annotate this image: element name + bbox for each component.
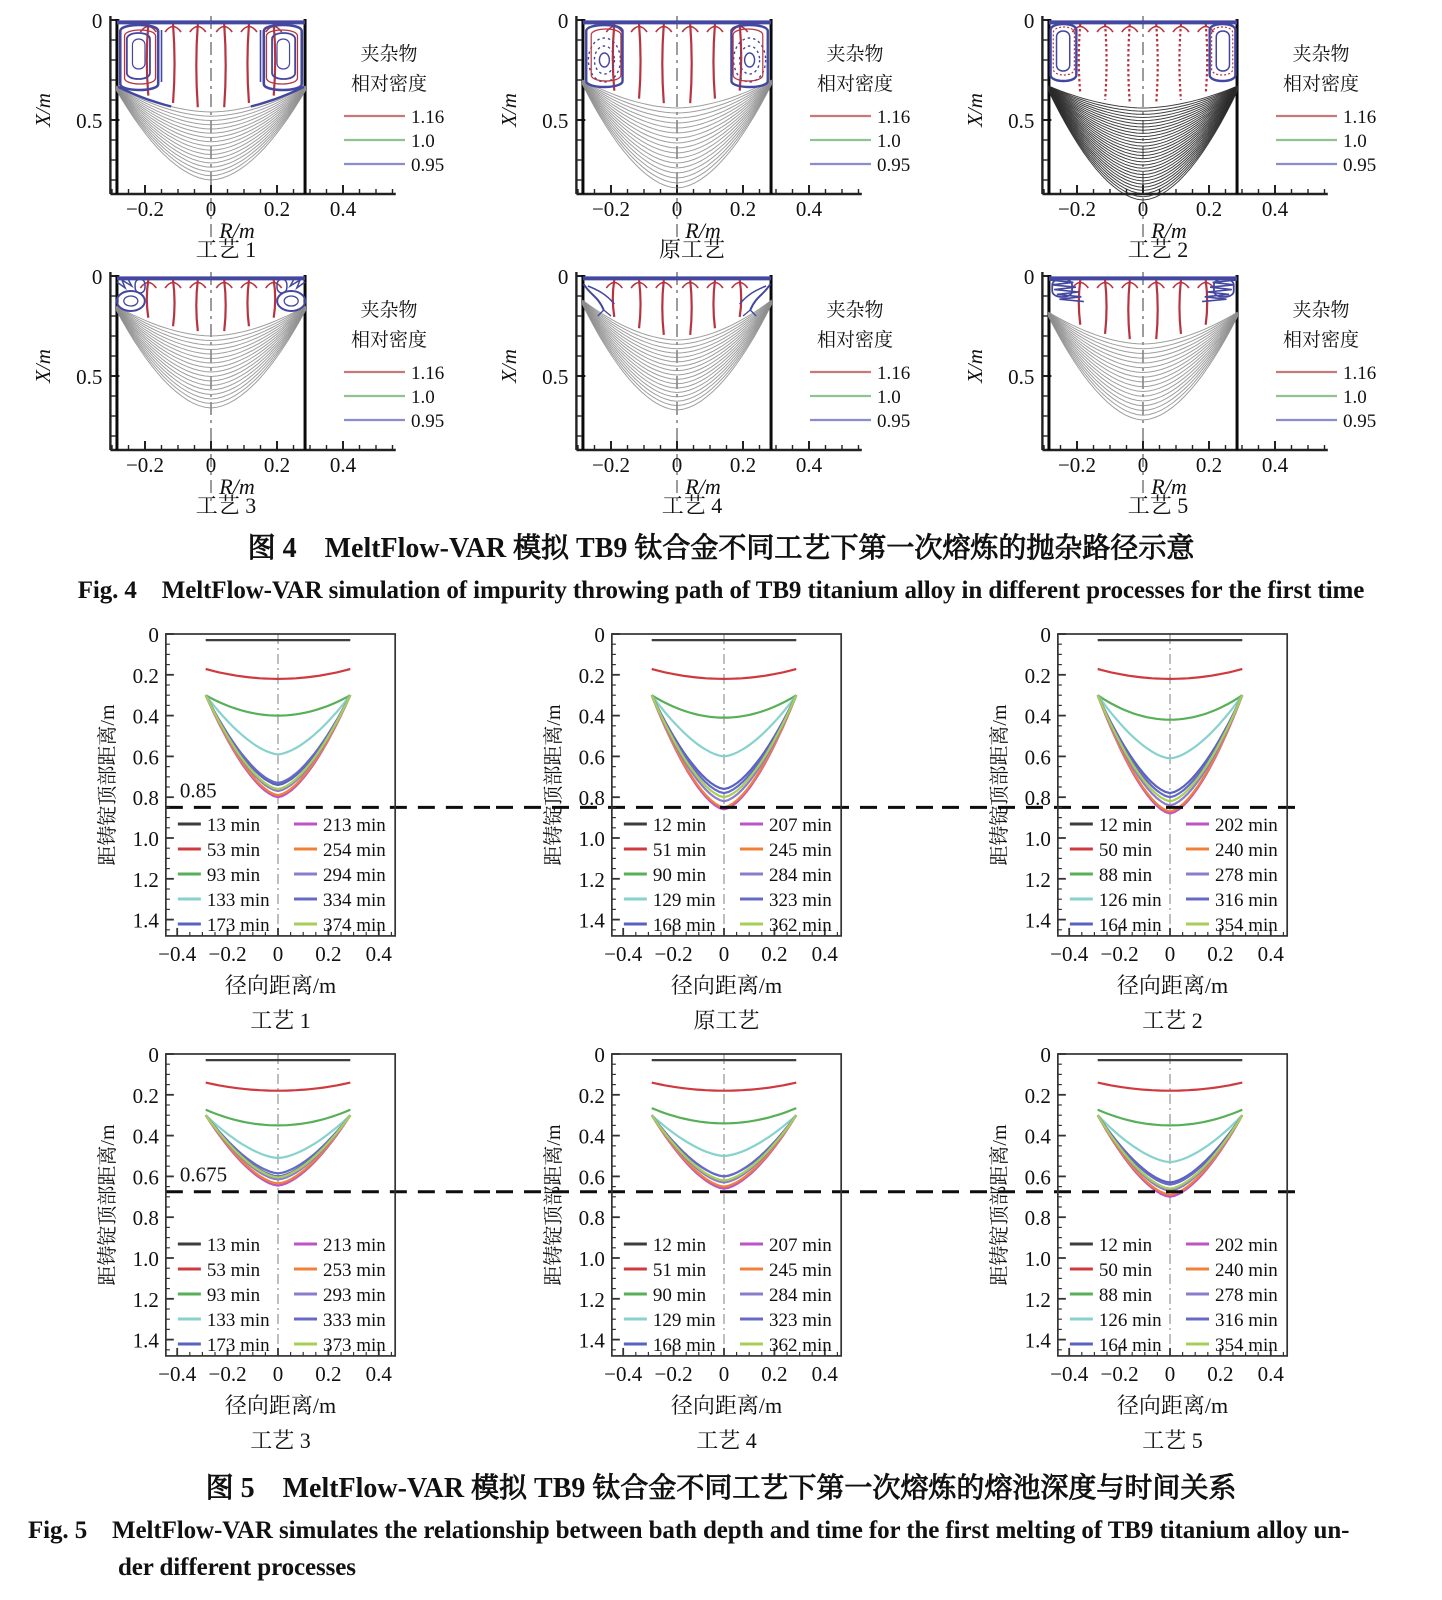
svg-text:245 min: 245 min: [769, 1260, 832, 1281]
svg-text:−0.2: −0.2: [654, 1361, 693, 1386]
svg-text:0.4: 0.4: [365, 941, 392, 966]
svg-text:90 min: 90 min: [652, 865, 707, 886]
y-axis-label: X/m: [31, 349, 55, 383]
svg-text:1.0: 1.0: [132, 827, 159, 851]
svg-text:相对密度: 相对密度: [350, 330, 428, 351]
svg-text:0.4: 0.4: [329, 453, 357, 477]
svg-text:0.5: 0.5: [76, 365, 103, 389]
svg-text:1.2: 1.2: [132, 1287, 159, 1312]
svg-text:354 min: 354 min: [1215, 1335, 1278, 1356]
fig5-legend: [624, 1235, 832, 1356]
fig4-legend: [810, 43, 910, 176]
svg-text:−0.4: −0.4: [604, 941, 643, 966]
svg-text:0: 0: [91, 9, 103, 33]
svg-text:88 min: 88 min: [1098, 865, 1153, 886]
svg-text:0.5: 0.5: [1008, 109, 1035, 133]
svg-text:−0.2: −0.2: [1100, 1361, 1139, 1386]
svg-text:168 min: 168 min: [652, 1335, 716, 1356]
fig4-subplot-5: [472, 260, 932, 516]
svg-text:0.4: 0.4: [1257, 941, 1284, 966]
svg-text:夹杂物: 夹杂物: [1292, 44, 1350, 65]
svg-text:0.4: 0.4: [1261, 197, 1289, 221]
svg-text:316 min: 316 min: [1215, 890, 1278, 911]
svg-text:278 min: 278 min: [1215, 1285, 1278, 1306]
svg-text:0.2: 0.2: [729, 197, 757, 221]
svg-text:0.6: 0.6: [1024, 1165, 1051, 1190]
svg-text:0.2: 0.2: [132, 663, 159, 688]
svg-text:0.2: 0.2: [1207, 1361, 1234, 1386]
x-axis-label: 径向距离/m: [670, 1392, 783, 1418]
svg-text:−0.4: −0.4: [1050, 1361, 1089, 1386]
svg-text:0: 0: [594, 1043, 605, 1067]
subplot-title: 工艺 1: [250, 1007, 311, 1033]
svg-text:173 min: 173 min: [206, 1335, 270, 1356]
svg-text:0: 0: [557, 9, 569, 33]
subplot-title: 工艺 5: [1127, 493, 1189, 516]
fig4-legend: [344, 43, 444, 176]
x-axis-label: R/m: [219, 218, 255, 243]
svg-text:0.8: 0.8: [578, 786, 605, 811]
pool-depth-curves: [652, 640, 797, 809]
svg-text:0: 0: [205, 197, 217, 221]
svg-text:1.0: 1.0: [1343, 131, 1367, 152]
svg-text:0.2: 0.2: [761, 941, 788, 966]
svg-text:93 min: 93 min: [206, 865, 261, 886]
svg-text:0.8: 0.8: [132, 786, 159, 811]
svg-text:0: 0: [1137, 453, 1149, 477]
svg-text:1.0: 1.0: [1343, 387, 1367, 408]
subplot-title: 工艺 5: [1142, 1427, 1203, 1453]
svg-text:245 min: 245 min: [769, 840, 832, 861]
svg-text:0.4: 0.4: [1261, 453, 1289, 477]
svg-text:1.16: 1.16: [411, 107, 445, 128]
svg-text:夹杂物: 夹杂物: [826, 300, 884, 321]
svg-text:0.4: 0.4: [811, 1361, 838, 1386]
x-axis-label: R/m: [685, 474, 721, 499]
svg-text:夹杂物: 夹杂物: [360, 300, 418, 321]
svg-text:0.4: 0.4: [1024, 1124, 1051, 1149]
svg-text:相对密度: 相对密度: [350, 74, 428, 95]
svg-text:0.2: 0.2: [315, 941, 342, 966]
svg-text:0.5: 0.5: [542, 109, 569, 133]
svg-text:−0.2: −0.2: [1057, 197, 1097, 221]
svg-text:240 min: 240 min: [1215, 1260, 1278, 1281]
y-axis-label: X/m: [497, 349, 521, 383]
svg-text:13 min: 13 min: [206, 815, 261, 836]
svg-text:−0.4: −0.4: [1050, 941, 1089, 966]
fig5-legend: [1070, 815, 1278, 936]
svg-text:207 min: 207 min: [769, 1235, 832, 1256]
svg-text:0.4: 0.4: [578, 1124, 605, 1149]
svg-text:相对密度: 相对密度: [816, 74, 894, 95]
svg-text:1.4: 1.4: [578, 908, 605, 933]
svg-text:0.4: 0.4: [1024, 704, 1051, 729]
svg-text:0: 0: [148, 623, 159, 647]
svg-text:0: 0: [718, 1361, 730, 1386]
svg-text:0: 0: [1023, 265, 1035, 289]
svg-text:0: 0: [671, 197, 683, 221]
svg-text:0.2: 0.2: [729, 453, 757, 477]
svg-text:0.2: 0.2: [578, 1083, 605, 1108]
svg-text:0: 0: [1137, 197, 1149, 221]
svg-text:−0.2: −0.2: [1057, 453, 1097, 477]
x-axis-label: R/m: [1151, 218, 1187, 243]
svg-text:213 min: 213 min: [323, 1235, 386, 1256]
svg-text:1.4: 1.4: [1024, 1328, 1051, 1353]
fig5-caption-zh: 图 5 MeltFlow-VAR 模拟 TB9 钛合金不同工艺下第一次熔炼的熔池深度与时间关系: [205, 1473, 1237, 1504]
svg-text:1.0: 1.0: [132, 1247, 159, 1271]
subplot-title: 原工艺: [693, 1007, 760, 1033]
svg-text:1.2: 1.2: [132, 867, 159, 892]
subplot-title: 工艺 3: [195, 493, 257, 516]
svg-text:0.2: 0.2: [315, 1361, 342, 1386]
svg-text:−0.2: −0.2: [1100, 941, 1139, 966]
svg-text:0.6: 0.6: [578, 745, 605, 770]
y-axis-label: 距铸锭顶部距离/m: [989, 1124, 1011, 1286]
svg-text:374 min: 374 min: [323, 915, 386, 936]
svg-text:−0.2: −0.2: [208, 941, 247, 966]
svg-text:90 min: 90 min: [652, 1285, 707, 1306]
svg-text:−0.2: −0.2: [125, 453, 165, 477]
svg-text:−0.4: −0.4: [604, 1361, 643, 1386]
svg-text:−0.2: −0.2: [208, 1361, 247, 1386]
fig5-caption-en-line1: Fig. 5 MeltFlow-VAR simulates the relationship between bath depth and time for the first melting of TB9 titanium alloy un-: [28, 1517, 1350, 1544]
svg-text:−0.4: −0.4: [158, 941, 197, 966]
svg-text:278 min: 278 min: [1215, 865, 1278, 886]
svg-text:284 min: 284 min: [769, 865, 832, 886]
svg-text:1.2: 1.2: [578, 867, 605, 892]
svg-text:168 min: 168 min: [652, 915, 716, 936]
svg-text:1.0: 1.0: [1024, 827, 1051, 851]
svg-text:51 min: 51 min: [652, 840, 707, 861]
svg-text:−0.4: −0.4: [158, 1361, 197, 1386]
svg-text:1.4: 1.4: [1024, 908, 1051, 933]
subplot-title: 原工艺: [658, 237, 726, 260]
svg-text:362 min: 362 min: [769, 1335, 832, 1356]
svg-text:0: 0: [205, 453, 217, 477]
svg-text:0: 0: [91, 265, 103, 289]
svg-text:213 min: 213 min: [323, 815, 386, 836]
svg-text:相对密度: 相对密度: [1282, 330, 1360, 351]
y-axis-label: X/m: [31, 93, 55, 127]
svg-text:53 min: 53 min: [206, 1260, 261, 1281]
svg-text:51 min: 51 min: [652, 1260, 707, 1281]
svg-text:0.4: 0.4: [132, 704, 159, 729]
svg-text:129 min: 129 min: [652, 1310, 716, 1331]
svg-text:−0.2: −0.2: [125, 197, 165, 221]
fig4-subplot-1: [6, 4, 466, 260]
svg-text:1.0: 1.0: [578, 827, 605, 851]
x-axis-label: 径向距离/m: [670, 972, 783, 998]
svg-text:50 min: 50 min: [1098, 840, 1153, 861]
svg-text:133 min: 133 min: [206, 890, 270, 911]
svg-text:12 min: 12 min: [652, 1235, 707, 1256]
fig4-subplot-4: [6, 260, 466, 516]
fig5-subplot-3: [942, 618, 1382, 1036]
svg-text:126 min: 126 min: [1098, 1310, 1162, 1331]
y-axis-label: X/m: [963, 93, 987, 127]
svg-text:1.16: 1.16: [1343, 107, 1377, 128]
svg-text:1.16: 1.16: [1343, 363, 1377, 384]
svg-text:0.6: 0.6: [132, 1165, 159, 1190]
svg-text:0.4: 0.4: [132, 1124, 159, 1149]
fig4-subplot-3: [938, 4, 1398, 260]
fig5-subplot-6: [942, 1038, 1382, 1456]
fig5-plot-grid: [0, 612, 1442, 1456]
fig4-legend: [1276, 43, 1376, 176]
fig5-caption-en-line2: der different processes: [118, 1554, 356, 1581]
svg-text:1.4: 1.4: [132, 908, 159, 933]
subplot-title: 工艺 4: [696, 1427, 757, 1453]
svg-text:0: 0: [272, 941, 284, 966]
svg-text:1.16: 1.16: [877, 107, 911, 128]
y-axis-label: 距铸锭顶部距离/m: [97, 704, 119, 866]
threshold-label: 0.85: [179, 778, 217, 803]
fig4-subplot-6: [938, 260, 1398, 516]
svg-text:373 min: 373 min: [323, 1335, 386, 1356]
svg-text:0.4: 0.4: [578, 704, 605, 729]
svg-text:0.2: 0.2: [761, 1361, 788, 1386]
svg-text:164 min: 164 min: [1098, 1335, 1162, 1356]
svg-text:0: 0: [272, 1361, 284, 1386]
svg-text:202 min: 202 min: [1215, 1235, 1278, 1256]
subplot-title: 工艺 3: [250, 1427, 311, 1453]
svg-text:−0.2: −0.2: [591, 453, 631, 477]
svg-text:0: 0: [1164, 941, 1176, 966]
svg-text:0.95: 0.95: [411, 155, 445, 176]
svg-text:323 min: 323 min: [769, 1310, 832, 1331]
svg-text:0.6: 0.6: [132, 745, 159, 770]
svg-text:53 min: 53 min: [206, 840, 261, 861]
svg-text:0: 0: [594, 623, 605, 647]
svg-text:0: 0: [671, 453, 683, 477]
fig4-subplot-2: [472, 4, 932, 260]
svg-text:相对密度: 相对密度: [1282, 74, 1360, 95]
svg-text:0.2: 0.2: [1195, 197, 1223, 221]
x-axis-label: 径向距离/m: [1116, 1392, 1229, 1418]
fig5-legend: [178, 815, 386, 936]
y-axis-label: X/m: [497, 93, 521, 127]
subplot-title: 工艺 2: [1142, 1007, 1203, 1033]
svg-text:1.2: 1.2: [1024, 1287, 1051, 1312]
svg-text:12 min: 12 min: [652, 815, 707, 836]
y-axis-label: X/m: [963, 349, 987, 383]
svg-text:202 min: 202 min: [1215, 815, 1278, 836]
svg-text:0.4: 0.4: [1257, 1361, 1284, 1386]
svg-text:1.16: 1.16: [877, 363, 911, 384]
fig4-plot-grid: [0, 0, 1442, 516]
svg-text:254 min: 254 min: [323, 840, 386, 861]
svg-text:0.2: 0.2: [1024, 663, 1051, 688]
svg-text:0.4: 0.4: [795, 453, 823, 477]
svg-text:0.8: 0.8: [578, 1206, 605, 1231]
svg-text:1.2: 1.2: [1024, 867, 1051, 892]
svg-text:0.95: 0.95: [877, 155, 911, 176]
fig5-legend: [178, 1235, 386, 1356]
svg-text:293 min: 293 min: [323, 1285, 386, 1306]
svg-text:0.95: 0.95: [1343, 155, 1377, 176]
svg-text:0.2: 0.2: [1207, 941, 1234, 966]
svg-text:13 min: 13 min: [206, 1235, 261, 1256]
figure-5: [0, 612, 1442, 1582]
fig5-legend: [624, 815, 832, 936]
fig4-legend: [1276, 299, 1376, 432]
fig5-subplot-1: [50, 618, 490, 1036]
x-axis-label: R/m: [219, 474, 255, 499]
svg-text:0.8: 0.8: [1024, 786, 1051, 811]
svg-text:294 min: 294 min: [323, 865, 386, 886]
svg-text:129 min: 129 min: [652, 890, 716, 911]
svg-text:0.4: 0.4: [365, 1361, 392, 1386]
svg-text:1.4: 1.4: [132, 1328, 159, 1353]
svg-text:240 min: 240 min: [1215, 840, 1278, 861]
svg-text:1.0: 1.0: [411, 387, 435, 408]
svg-text:0: 0: [557, 265, 569, 289]
svg-text:50 min: 50 min: [1098, 1260, 1153, 1281]
svg-text:1.4: 1.4: [578, 1328, 605, 1353]
svg-text:夹杂物: 夹杂物: [360, 44, 418, 65]
svg-text:0: 0: [1040, 623, 1051, 647]
y-axis-label: 距铸锭顶部距离/m: [989, 704, 1011, 866]
svg-text:0: 0: [1164, 1361, 1176, 1386]
svg-text:0.95: 0.95: [1343, 411, 1377, 432]
svg-text:362 min: 362 min: [769, 915, 832, 936]
svg-text:284 min: 284 min: [769, 1285, 832, 1306]
svg-text:0.8: 0.8: [132, 1206, 159, 1231]
svg-text:207 min: 207 min: [769, 815, 832, 836]
fig5-subplot-5: [496, 1038, 936, 1456]
x-axis-label: R/m: [685, 218, 721, 243]
svg-text:133 min: 133 min: [206, 1310, 270, 1331]
svg-text:333 min: 333 min: [323, 1310, 386, 1331]
y-axis-label: 距铸锭顶部距离/m: [543, 1124, 565, 1286]
svg-text:354 min: 354 min: [1215, 915, 1278, 936]
svg-text:0.5: 0.5: [1008, 365, 1035, 389]
svg-text:173 min: 173 min: [206, 915, 270, 936]
svg-text:1.0: 1.0: [411, 131, 435, 152]
fig4-caption-zh: 图 4 MeltFlow-VAR 模拟 TB9 钛合金不同工艺下第一次熔炼的抛杂路径示意: [247, 533, 1195, 564]
fig4-legend: [810, 299, 910, 432]
svg-text:253 min: 253 min: [323, 1260, 386, 1281]
svg-text:12 min: 12 min: [1098, 815, 1153, 836]
svg-text:164 min: 164 min: [1098, 915, 1162, 936]
svg-text:1.0: 1.0: [877, 387, 901, 408]
svg-text:0.2: 0.2: [578, 663, 605, 688]
svg-text:334 min: 334 min: [323, 890, 386, 911]
fig5-legend: [1070, 1235, 1278, 1356]
svg-text:0.95: 0.95: [877, 411, 911, 432]
svg-text:0: 0: [148, 1043, 159, 1067]
svg-text:0: 0: [1040, 1043, 1051, 1067]
svg-text:相对密度: 相对密度: [816, 330, 894, 351]
subplot-title: 工艺 4: [661, 493, 723, 516]
x-axis-label: 径向距离/m: [1116, 972, 1229, 998]
svg-text:−0.2: −0.2: [591, 197, 631, 221]
svg-text:1.0: 1.0: [877, 131, 901, 152]
svg-text:12 min: 12 min: [1098, 1235, 1153, 1256]
svg-text:0.5: 0.5: [542, 365, 569, 389]
svg-text:0.6: 0.6: [578, 1165, 605, 1190]
svg-text:1.0: 1.0: [578, 1247, 605, 1271]
y-axis-label: 距铸锭顶部距离/m: [543, 704, 565, 866]
svg-text:0.4: 0.4: [795, 197, 823, 221]
svg-text:夹杂物: 夹杂物: [826, 44, 884, 65]
x-axis-label: R/m: [1151, 474, 1187, 499]
svg-text:323 min: 323 min: [769, 890, 832, 911]
svg-text:1.0: 1.0: [1024, 1247, 1051, 1271]
svg-text:316 min: 316 min: [1215, 1310, 1278, 1331]
svg-text:0.2: 0.2: [1024, 1083, 1051, 1108]
svg-text:88 min: 88 min: [1098, 1285, 1153, 1306]
threshold-label: 0.675: [179, 1162, 228, 1187]
svg-text:126 min: 126 min: [1098, 890, 1162, 911]
fig4-caption-en: Fig. 4 MeltFlow-VAR simulation of impurity throwing path of TB9 titanium alloy in different processes for the first time: [77, 577, 1365, 604]
svg-text:0.2: 0.2: [132, 1083, 159, 1108]
svg-text:夹杂物: 夹杂物: [1292, 300, 1350, 321]
fig4-legend: [344, 299, 444, 432]
x-axis-label: 径向距离/m: [224, 1392, 337, 1418]
y-axis-label: 距铸锭顶部距离/m: [97, 1124, 119, 1286]
svg-text:1.16: 1.16: [411, 363, 445, 384]
fig5-subplot-4: [50, 1038, 490, 1456]
svg-text:0.2: 0.2: [263, 197, 291, 221]
pool-depth-curves: [1098, 640, 1243, 813]
fig5-subplot-2: [496, 618, 936, 1036]
subplot-title: 工艺 2: [1127, 237, 1189, 260]
svg-text:0.4: 0.4: [811, 941, 838, 966]
figure-4: [0, 0, 1442, 606]
svg-text:0.8: 0.8: [1024, 1206, 1051, 1231]
svg-text:0.6: 0.6: [1024, 745, 1051, 770]
svg-text:0: 0: [1023, 9, 1035, 33]
svg-text:0.5: 0.5: [76, 109, 103, 133]
svg-text:0.2: 0.2: [263, 453, 291, 477]
svg-text:1.2: 1.2: [578, 1287, 605, 1312]
svg-text:−0.2: −0.2: [654, 941, 693, 966]
svg-text:0.2: 0.2: [1195, 453, 1223, 477]
svg-text:0.4: 0.4: [329, 197, 357, 221]
subplot-title: 工艺 1: [195, 237, 257, 260]
svg-text:93 min: 93 min: [206, 1285, 261, 1306]
x-axis-label: 径向距离/m: [224, 972, 337, 998]
svg-text:0.95: 0.95: [411, 411, 445, 432]
svg-text:0: 0: [718, 941, 730, 966]
